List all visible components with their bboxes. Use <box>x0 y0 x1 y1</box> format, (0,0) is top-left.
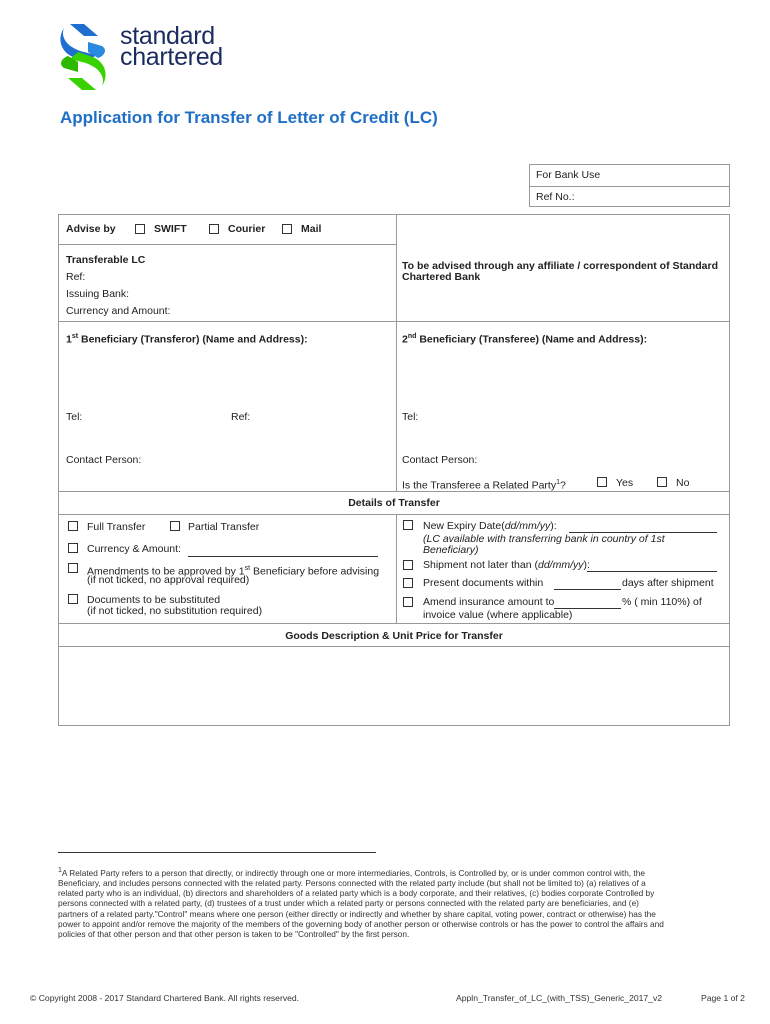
footnote-line-2: Beneficiary, and includes persons connected with the related party. Persons connected with the related party include (but shall not be limited to) (a) relatives of a <box>58 877 646 888</box>
bank-use-label: For Bank Use <box>536 169 601 181</box>
shipment-date-input[interactable] <box>587 571 717 572</box>
currency-amount-label: Currency & Amount: <box>87 543 181 555</box>
expiry-date-checkbox[interactable] <box>403 520 413 530</box>
divider <box>59 244 396 245</box>
divider <box>59 623 729 624</box>
related-party-yes-checkbox[interactable] <box>597 477 607 487</box>
document-id: Appln_Transfer_of_LC_(with_TSS)_Generic_2017_v2 <box>456 993 663 1003</box>
beneficiary-1-contact-field[interactable]: Contact Person: <box>66 454 142 466</box>
bank-ref-field[interactable]: Ref No.: <box>530 186 729 207</box>
courier-checkbox[interactable] <box>209 224 219 234</box>
amendments-note: (if not ticked, no approval required) <box>87 574 250 586</box>
expiry-note-2: Beneficiary) <box>423 544 479 556</box>
currency-amount-checkbox[interactable] <box>68 543 78 553</box>
documents-substituted-checkbox[interactable] <box>68 594 78 604</box>
transfer-form <box>58 214 730 726</box>
shipment-checkbox[interactable] <box>403 560 413 570</box>
bank-use-box <box>529 164 730 207</box>
divider <box>396 514 397 623</box>
documents-substituted-note: (if not ticked, no substitution required) <box>87 605 263 617</box>
related-party-no-checkbox[interactable] <box>657 477 667 487</box>
lc-ref-field[interactable]: Ref: <box>66 271 86 283</box>
transferable-lc-heading: Transferable LC <box>66 254 146 266</box>
brand-line-1: standard <box>120 22 215 50</box>
documents-substituted-label: Documents to be substituted <box>87 594 221 606</box>
copyright-notice: © Copyright 2008 - 2017 Standard Chartered Bank. All rights reserved. <box>30 993 300 1003</box>
issuing-bank-field[interactable]: Issuing Bank: <box>66 288 130 300</box>
insurance-checkbox[interactable] <box>403 597 413 607</box>
details-heading: Details of Transfer <box>348 497 440 509</box>
beneficiary-2-tel-field[interactable]: Tel: <box>402 411 419 423</box>
present-days-input[interactable] <box>554 589 621 590</box>
expiry-date-label: New Expiry Date(dd/mm/yy): <box>423 520 557 532</box>
goods-heading: Goods Description & Unit Price for Transfer <box>285 630 503 642</box>
footnote-line-4: persons connected with a related party, (d) trustees of a trust under which a related party or persons connected with the related party are beneficiaries, and (e) <box>58 898 639 909</box>
insurance-suffix: % ( min 110%) of <box>622 596 702 608</box>
beneficiary-1-tel-field[interactable]: Tel: <box>66 411 83 423</box>
present-documents-label: Present documents within <box>423 577 544 589</box>
courier-label: Courier <box>228 223 266 235</box>
sc-logo-mark-icon <box>58 22 108 92</box>
currency-amount-field[interactable]: Currency and Amount: <box>66 305 171 317</box>
partial-transfer-label: Partial Transfer <box>188 521 260 533</box>
insurance-label: Amend insurance amount to <box>423 596 555 608</box>
shipment-label: Shipment not later than (dd/mm/yy): <box>423 559 590 571</box>
footnote-line-3: related party who is an individual, (b) directors and shareholders of a related party which is a body corporate, and their relatives, (c) bodies corporate Controlled by <box>58 888 655 899</box>
present-documents-checkbox[interactable] <box>403 578 413 588</box>
expiry-note-1: (LC available with transferring bank in country of 1st <box>423 533 665 545</box>
brand-line-2: chartered <box>120 43 223 71</box>
present-documents-suffix: days after shipment <box>622 577 714 589</box>
goods-description-input[interactable] <box>59 647 729 725</box>
divider <box>59 321 729 322</box>
insurance-note: invoice value (where applicable) <box>423 609 573 621</box>
related-party-question: Is the Transferee a Related Party$^1$? <box>402 479 566 492</box>
related-party-no-label: No <box>676 477 690 489</box>
swift-label: SWIFT <box>154 223 187 235</box>
amendments-label: Amendments to be approved by 1st Beneficiary before advising <box>87 565 380 578</box>
affiliate-note: To be advised through any affiliate / correspondent of Standard Chartered Bank <box>402 260 719 283</box>
beneficiary-1-ref-field[interactable]: Ref: <box>231 411 251 423</box>
swift-checkbox[interactable] <box>135 224 145 234</box>
mail-checkbox[interactable] <box>282 224 292 234</box>
divider <box>396 215 397 491</box>
related-party-footnote <box>58 866 730 939</box>
brand-wordmark <box>120 22 223 71</box>
full-transfer-checkbox[interactable] <box>68 521 78 531</box>
amendments-checkbox[interactable] <box>68 563 78 573</box>
beneficiary-2-contact-field[interactable]: Contact Person: <box>402 454 478 466</box>
footnote-rule <box>58 852 376 853</box>
footnote-line-7: policies of that other person and that other person is taken to be "Controlled" by the first person. <box>58 928 410 939</box>
divider <box>59 491 729 492</box>
page-number: Page 1 of 2 <box>701 993 745 1003</box>
divider <box>59 514 729 515</box>
advise-by-label: Advise by <box>66 223 116 235</box>
standard-chartered-logo <box>58 22 248 92</box>
page-title: Application for Transfer of Letter of Credit (LC) <box>60 108 438 127</box>
related-party-yes-label: Yes <box>616 477 634 489</box>
beneficiary-1-heading: 1st Beneficiary (Transferor) (Name and Address): <box>66 333 308 346</box>
full-transfer-label: Full Transfer <box>87 521 146 533</box>
footnote-line-5: partners of a related party."Control" means where one person (either directly or indirectly and whether by share capital, voting power, contract or otherwise) has the <box>58 908 656 919</box>
partial-transfer-checkbox[interactable] <box>170 521 180 531</box>
footnote-line-6: power to appoint and/or remove the majority of the members of the governing body of another person or otherwise controls or has the power to control the affairs and <box>58 918 664 929</box>
currency-amount-input[interactable] <box>188 556 378 557</box>
footnote-line-1: $^1$A Related Party refers to a person that directly, or indirectly through one or more intermediaries, Controls, is Controlled by, or is under common control with, the <box>58 867 645 878</box>
beneficiary-2-heading: 2nd Beneficiary (Transferee) (Name and Address): <box>402 333 648 346</box>
mail-label: Mail <box>301 223 322 235</box>
